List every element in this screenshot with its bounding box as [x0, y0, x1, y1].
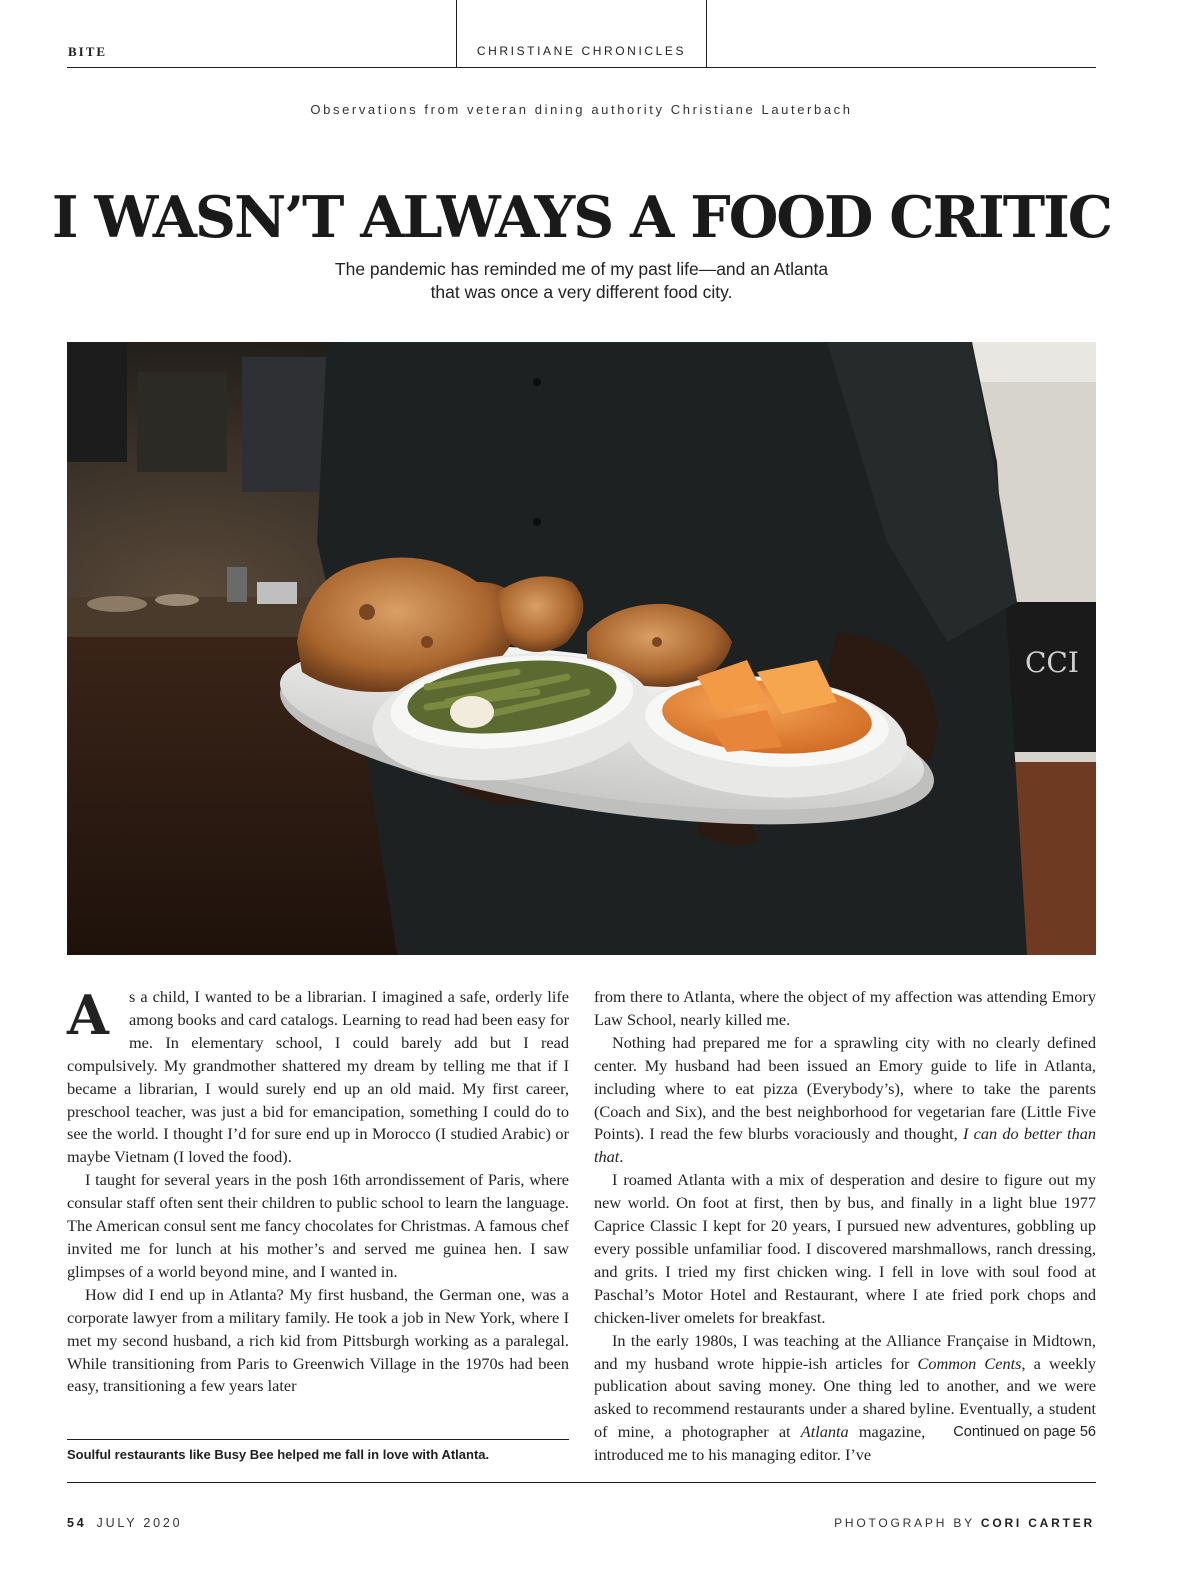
paragraph-text: s a child, I wanted to be a librarian. I imagined a safe, orderly life among books and card catalogs. Learning to read had been easy for me. In elementary school, I could barely add but I read compulsively. My grandmother shattered my dream by telling me that if I became a librarian, I would surely end up an old maid. My first career, preschool teacher, was just a bid for emancipation, something I could do to see the world. I thought I’d for sure end up in Morocco (I studied Arabic) or maybe Vietnam (I loved the food).	[67, 987, 569, 1167]
dek-line-1: The pandemic has reminded me of my past life—and an Atlanta	[334, 259, 829, 279]
publication-name: Atlanta	[800, 1422, 849, 1442]
paragraph: I roamed Atlanta with a mix of desperation and desire to figure out my new world. On foot at first, then by bus, and finally in a light blue 1977 Caprice Classic I kept for 20 years, I pursued new adventures, gobbling up every possible unfamiliar food. I discovered marshmallows, ranch dressing, and grits. I tried my first chicken wing. I fell in love with soul food at Paschal’s Motor Hotel and Restaurant, where I ate fried pork chops and chicken-liver omelets for breakfast.	[594, 1170, 1096, 1327]
article-column-right	[594, 986, 1096, 1467]
photo-caption: Soulful restaurants like Busy Bee helped me fall in love with Atlanta.	[67, 1447, 490, 1462]
paragraph: How did I end up in Atlanta? My first husband, the German one, was a corporate lawyer from a military family. He took a job in New York, where I met my second husband, a rich kid from Pittsburgh working as a paralegal. While transitioning from Paris to Greenwich Village in the 1970s had been easy, transitioning a few years later	[67, 1284, 569, 1396]
photo-credit	[834, 1516, 1095, 1530]
italic-phrase: I can do better than that	[594, 1124, 1096, 1167]
credit-label: PHOTOGRAPH BY	[834, 1516, 981, 1530]
continued-link[interactable]: Continued on page 56	[953, 1424, 1096, 1441]
caption-rule	[67, 1439, 569, 1440]
photographer-name: CORI CARTER	[980, 1516, 1095, 1530]
column-tab	[456, 0, 707, 68]
kicker: Observations from veteran dining authority Christiane Lauterbach	[310, 102, 853, 117]
page-number: 54	[67, 1516, 87, 1530]
dek-line-2: that was once a very different food city.	[430, 282, 733, 302]
paragraph: In the early 1980s, I was teaching at the Alliance Française in Midtown, and my husband wrote hippie-ish articles for Common Cents, a weekly publication about saving money. One thing led to another, and we were asked to recommend restaurants under a shared byline. Eventually, a student of mine, a photographer at Atlanta Continued on page 56 magazine, introduced me to his managing editor. I’ve	[594, 1330, 1097, 1465]
drop-cap: A	[67, 983, 109, 1047]
column-name: CHRISTIANE CHRONICLES	[476, 44, 687, 58]
paragraph: Nothing had prepared me for a sprawling city with no clearly defined center. My husband had been issued an Emory guide to life in Atlanta, including where to eat pizza (Everybody’s), where to take the parents (Coach and Six), and the best neighborhood for vegetarian fare (Little Five Points). I read the few blurbs voraciously and thought, I can do better than that.	[594, 1032, 1096, 1167]
footer-rule	[67, 1482, 1096, 1483]
plate-of-soul-food-illustration	[67, 342, 1096, 955]
hero-photo	[67, 342, 1096, 955]
issue-date: JULY 2020	[96, 1516, 183, 1530]
folio	[67, 1516, 182, 1530]
paragraph: I taught for several years in the posh 16th arrondissement of Paris, where consular staff often sent their children to public school to learn the language. The American consul sent me fancy chocolates for Christmas. A famous chef invited me for lunch at his mother’s and served me guinea hen. I saw glimpses of a world beyond mine, and I wanted in.	[67, 1170, 569, 1281]
section-label: BITE	[68, 44, 108, 59]
publication-name: Common Cents	[917, 1353, 1022, 1373]
storefront-lettering: CCI	[1025, 646, 1079, 679]
header-rule	[67, 67, 1096, 68]
dek	[0, 258, 1163, 304]
paragraph: from there to Atlanta, where the object of my affection was attending Emory Law School, nearly killed me.	[594, 987, 1096, 1029]
paragraph	[67, 983, 569, 1169]
article-column-left	[67, 983, 569, 1398]
headline: I WASN’T ALWAYS A FOOD CRITIC	[51, 184, 1112, 251]
